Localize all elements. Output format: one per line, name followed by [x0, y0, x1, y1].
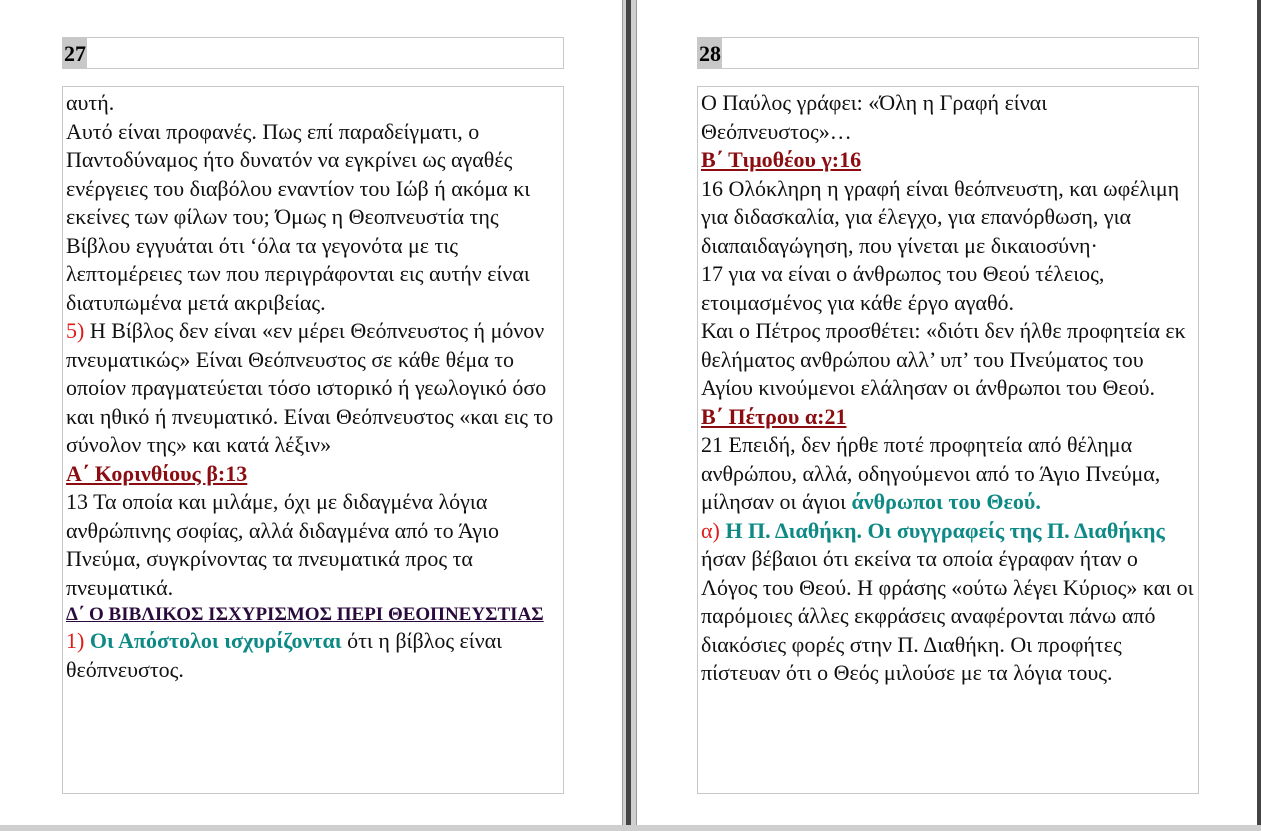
right-item-letter-a: α) — [701, 517, 720, 543]
left-page-header — [62, 37, 564, 69]
right-page-header — [697, 37, 1199, 69]
right-verse-17: 17 για να είναι ο άνθρωπος του Θεού τέλειος, ετοιμασμένος για κάθε έργο αγαθό. — [701, 261, 1105, 315]
right-paragraph-1: Ο Παύλος γράφει: «Όλη η Γραφή είναι Θεόπνευστος»… — [701, 90, 1048, 144]
left-section-heading: Δ΄ Ο ΒΙΒΛΙΚΟΣ ΙΣΧΥΡΙΣΜΟΣ ΠΕΡΙ ΘΕΟΠΝΕΥΣΤΙΑΣ — [66, 604, 544, 625]
left-paragraph-2: Αυτό είναι προφανές. Πως επί παραδείγματι, ο Παντοδύναμος ήτο δυνατόν να εγκρίνει ως αγαθές ενέργειες του διαβόλου εναντίον του Ιώβ ή ακόμα κι εκείνες των φίλων του; Όμως η Θεοπνευστία της Βίβλου εγγυάται ότι ‘όλα τα γεγονότα με τις λεπτομέρειες των που περιγράφονται εις αυτήν είναι διατυπωμένα μετά ακριβείας. — [66, 118, 531, 315]
left-page-body[interactable] — [62, 86, 564, 794]
left-verse-13: 13 Τα οποία και μιλάμε, όχι με διδαγμένα λόγια ανθρώπινης σοφίας, αλλά διδαγμένα από το Άγιο Πνεύμα, συγκρίνοντας τα πνευματικά προς τα πνευματικά. — [66, 489, 499, 600]
left-paragraph-4 — [66, 627, 561, 684]
right-page-body[interactable] — [697, 86, 1199, 794]
right-reference-timothy: Β΄ Τιμοθέου γ:16 — [701, 147, 862, 172]
right-page — [636, 0, 1259, 825]
left-reference-corinthians: Α΄ Κορινθίους β:13 — [66, 460, 248, 486]
left-paragraph-1: αυτή. — [66, 90, 115, 115]
right-reference-peter: Β΄ Πέτρου α:21 — [701, 403, 847, 429]
page-gutter — [623, 0, 636, 831]
left-paragraph-3-text: Η Βίβλος δεν είναι «εν μέρει Θεόπνευστος ή μόνον πνευματικώς» Είναι Θεόπνευστος σε κάθε θέμα το οποίον πραγματεύεται τόσο ιστορικό ή γεωλογικό όσο και ηθικό ή πνευματικό. Είναι Θεόπνευστος «και εις το σύνολον της» και κατά λέξιν» — [66, 318, 554, 457]
left-paragraph-4-text: ότι η βίβλος είναι θεόπνευστος. — [66, 628, 503, 682]
left-item-number-1: 1) — [66, 628, 85, 653]
right-verse-21-bold: άνθρωποι του Θεού. — [851, 489, 1041, 514]
left-page-number: 27 — [63, 38, 87, 68]
left-paragraph-4-bold: Οι Απόστολοι ισχυρίζονται — [84, 628, 342, 653]
window-right-edge — [1257, 0, 1261, 831]
bottom-strip — [0, 825, 1261, 831]
left-item-number-5: 5) — [66, 318, 85, 343]
right-paragraph-2: Και ο Πέτρος προσθέτει: «διότι δεν ήλθε προφητεία εκ θελήματος ανθρώπου αλλ’ υπ’ του Πνεύματος του Αγίου κινούμενοι ελάλησαν οι άνθρωποι του Θεού. — [701, 318, 1186, 400]
left-paragraph-3 — [66, 317, 561, 460]
right-paragraph-3-text: ήσαν βέβαιοι ότι εκείνα τα οποία έγραφαν ήταν ο Λόγος του Θεού. Η φράσης «ούτω λέγει Κύριος» και οι παρόμοιες άλλες εκφράσεις αναφέρονται πάνω από διακόσιες φορές στην Π. Διαθήκη. Οι προφήτες πίστευαν ότι ο Θεός μιλούσε με τα λόγια τους. — [701, 546, 1194, 685]
right-paragraph-3-bold: Η Π. Διαθήκη. Οι συγγραφείς της Π. Διαθήκης — [719, 517, 1165, 543]
right-page-number: 28 — [698, 38, 722, 68]
left-page — [0, 0, 623, 825]
right-verse-21-text: 21 Επειδή, δεν ήρθε ποτέ προφητεία από θέλημα ανθρώπου, αλλά, οδηγούμενοι από το Άγιο Πνεύμα, μίλησαν οι άγιοι — [701, 432, 1161, 514]
right-verse-16: 16 Ολόκληρη η γραφή είναι θεόπνευστη, και ωφέλιμη για διδασκαλία, για έλεγχο, για επανόρθωση, για διαπαιδαγώγηση, που γίνεται με δικαιοσύνη· — [701, 175, 1180, 258]
right-verse-21 — [701, 431, 1196, 517]
right-paragraph-3 — [701, 517, 1196, 688]
